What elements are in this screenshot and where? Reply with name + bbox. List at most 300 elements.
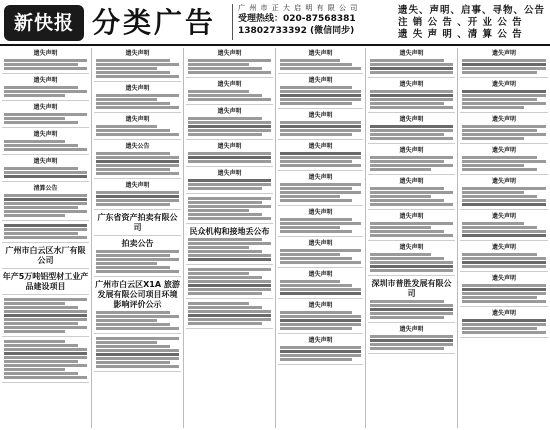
ad-heading: 遗失声明 — [491, 275, 516, 282]
text-line — [188, 272, 249, 275]
ad-heading: 遗失声明 — [33, 158, 58, 165]
text-line — [96, 262, 157, 265]
text-line — [462, 90, 546, 93]
text-line — [462, 59, 546, 62]
text-line — [370, 90, 453, 93]
text-line — [280, 102, 352, 105]
text-line — [4, 148, 87, 151]
text-line — [96, 365, 179, 368]
text-line — [96, 125, 157, 128]
text-line — [280, 152, 361, 155]
text-line — [96, 71, 170, 74]
classified-ad — [94, 143, 181, 179]
text-line — [96, 266, 170, 269]
classified-ad — [186, 81, 273, 105]
text-line — [188, 98, 271, 101]
text-line — [96, 203, 170, 206]
text-line — [370, 71, 453, 74]
text-line — [96, 75, 179, 78]
text-line — [4, 210, 87, 213]
classified-ad — [186, 197, 273, 224]
text-line — [280, 67, 361, 70]
text-line — [188, 314, 271, 317]
text-line — [280, 86, 352, 89]
text-line — [462, 300, 546, 303]
ad-heading: 遗失声明 — [125, 182, 150, 189]
ad-heading: 遗失声明 — [491, 116, 516, 123]
text-line — [462, 71, 537, 74]
text-line — [96, 353, 179, 356]
text-line — [188, 310, 271, 313]
text-line — [280, 284, 352, 287]
text-line — [188, 94, 262, 97]
ad-heading: 遗失声明 — [399, 178, 424, 185]
text-line — [462, 168, 537, 171]
text-line — [370, 67, 453, 70]
text-line — [462, 137, 524, 140]
text-line — [370, 164, 453, 167]
text-line — [188, 288, 271, 291]
text-line — [188, 306, 262, 309]
text-line — [96, 152, 170, 155]
text-line — [462, 234, 546, 237]
classified-ad — [278, 271, 363, 299]
text-line — [4, 310, 87, 313]
text-line — [96, 361, 170, 364]
text-line — [280, 311, 352, 314]
text-line — [188, 292, 262, 295]
classified-ad — [278, 240, 363, 268]
text-line — [4, 344, 78, 347]
ad-heading: 遗失声明 — [399, 50, 424, 57]
text-line — [280, 350, 361, 353]
text-line — [96, 199, 179, 202]
category-line: 注 销 公 告 、开 业 公 告 — [398, 17, 523, 28]
text-line — [280, 164, 361, 167]
text-line — [280, 133, 352, 136]
text-line — [188, 284, 271, 287]
text-line — [280, 90, 361, 93]
text-line — [4, 228, 87, 231]
text-line — [96, 67, 157, 70]
text-line — [280, 218, 352, 221]
page-title: 分类广告 — [92, 6, 217, 39]
text-line — [280, 315, 361, 318]
text-line — [188, 90, 249, 93]
ad-heading: 拍卖公告 — [121, 239, 154, 248]
classified-ad — [186, 50, 273, 78]
text-line — [188, 201, 262, 204]
classified-ad — [460, 50, 548, 78]
text-line — [280, 230, 352, 233]
classified-ad — [186, 227, 273, 265]
text-line — [188, 318, 271, 321]
classified-ad — [186, 302, 273, 329]
text-line — [4, 330, 65, 333]
text-line — [370, 203, 453, 206]
text-line — [4, 236, 87, 239]
classified-ad — [94, 50, 181, 82]
text-line — [4, 67, 87, 70]
text-line — [462, 67, 546, 70]
ad-heading: 遗失声明 — [399, 147, 424, 154]
classified-ad — [460, 244, 548, 272]
text-line — [188, 213, 262, 216]
classified-ad — [368, 279, 455, 323]
text-line — [4, 63, 78, 66]
ad-heading: 遗失声明 — [308, 174, 333, 181]
text-line — [462, 199, 546, 202]
ad-heading: 遗失声明 — [308, 302, 333, 309]
text-line — [280, 222, 361, 225]
text-line — [4, 194, 87, 197]
text-line — [370, 160, 444, 163]
ad-heading: 遗失声明 — [308, 77, 333, 84]
classified-ad — [460, 81, 548, 113]
text-line — [188, 302, 249, 305]
classified-ad — [278, 77, 363, 109]
text-line — [188, 63, 249, 66]
ad-heading: 遗失声明 — [308, 112, 333, 119]
text-line — [4, 302, 65, 305]
category-line: 遗失、声明、启事、寻物、公告 — [398, 5, 546, 16]
text-line — [280, 94, 361, 97]
classified-ad — [94, 239, 181, 277]
classified-ad — [186, 170, 273, 194]
text-line — [96, 337, 179, 340]
text-line — [96, 63, 179, 66]
category-list — [398, 5, 546, 41]
text-line — [462, 191, 524, 194]
ad-heading: 清算公告 — [33, 185, 58, 192]
text-line — [188, 254, 271, 257]
text-line — [370, 137, 453, 140]
classified-ad — [186, 108, 273, 140]
text-line — [96, 250, 179, 253]
ad-heading: 遗失声明 — [125, 116, 150, 123]
text-line — [96, 102, 170, 105]
text-line — [4, 94, 65, 97]
text-line — [280, 253, 340, 256]
newspaper-logo: 新快报 — [4, 5, 84, 41]
text-line — [188, 238, 262, 241]
text-line — [188, 197, 271, 200]
ad-heading: 遗失声明 — [217, 50, 242, 57]
text-line — [462, 222, 524, 225]
classified-ad — [460, 178, 548, 210]
text-line — [4, 372, 78, 375]
text-line — [462, 133, 546, 136]
text-line — [462, 284, 546, 287]
text-line — [96, 133, 179, 136]
text-line — [370, 339, 453, 342]
classified-ad — [2, 50, 89, 74]
text-line — [280, 358, 352, 361]
text-line — [96, 270, 179, 273]
text-line — [370, 125, 453, 128]
classified-ad — [278, 143, 363, 171]
text-line — [188, 152, 271, 155]
text-line — [462, 296, 537, 299]
text-line — [462, 331, 546, 334]
classified-ad — [186, 268, 273, 299]
text-line — [370, 261, 453, 264]
text-line — [96, 323, 170, 326]
text-line — [188, 133, 262, 136]
text-line — [4, 175, 87, 178]
ad-heading: 遗失声明 — [491, 50, 516, 57]
ad-heading: 遗失声明 — [399, 326, 424, 333]
classified-ad — [2, 246, 89, 269]
ad-heading: 遗失声明 — [308, 209, 333, 216]
text-line — [188, 67, 262, 70]
text-line — [4, 202, 87, 205]
text-line — [370, 312, 453, 315]
text-line — [96, 319, 157, 322]
text-line — [188, 183, 271, 186]
ad-heading: 遗失声明 — [491, 178, 516, 185]
text-line — [4, 224, 87, 227]
classified-ad — [278, 337, 363, 365]
text-line — [280, 156, 361, 159]
classified-ad — [460, 116, 548, 144]
text-line — [188, 242, 271, 245]
text-line — [96, 345, 170, 348]
ad-heading: 遗失声明 — [399, 81, 424, 88]
text-line — [280, 160, 352, 163]
classified-ad — [94, 280, 181, 334]
text-line — [280, 191, 361, 194]
text-line — [96, 357, 179, 360]
ad-heading: 广州市白云区X1A 旅游发展有限公司项目环境影响评价公示 — [95, 280, 180, 309]
text-line — [96, 129, 170, 132]
text-line — [96, 311, 170, 314]
ad-column — [276, 48, 366, 428]
text-line — [96, 172, 179, 175]
text-line — [280, 319, 361, 322]
text-line — [462, 323, 546, 326]
text-line — [370, 59, 444, 62]
text-line — [370, 300, 444, 303]
classified-ad — [186, 143, 273, 167]
ad-heading: 遗失声明 — [33, 104, 58, 111]
contact-block — [232, 4, 398, 40]
text-line — [280, 257, 352, 260]
text-line — [188, 160, 271, 163]
classified-ad — [460, 147, 548, 175]
text-line — [96, 98, 157, 101]
text-line — [370, 304, 453, 307]
text-line — [188, 129, 271, 132]
text-line — [4, 368, 65, 371]
text-line — [96, 191, 179, 194]
text-line — [370, 230, 444, 233]
ad-heading: 遗失声明 — [491, 310, 516, 317]
ad-heading: 遗失声明 — [399, 213, 424, 220]
classified-ad — [94, 85, 181, 113]
classified-ad — [2, 104, 89, 128]
category-line: 遗 失 声 明 、清 算 公 告 — [398, 29, 523, 40]
text-line — [96, 164, 179, 167]
text-line — [4, 198, 87, 201]
text-line — [280, 125, 361, 128]
phone-line: 受理热线：020-87568381 — [238, 14, 356, 24]
text-line — [188, 217, 271, 220]
text-line — [4, 140, 65, 143]
text-line — [462, 203, 546, 206]
text-line — [370, 191, 453, 194]
text-line — [4, 86, 78, 89]
classified-ad — [2, 340, 89, 383]
text-line — [462, 230, 546, 233]
ad-heading: 广州市白云区水厂有限公司 — [5, 246, 86, 265]
text-line — [280, 261, 361, 264]
ad-heading: 遗失声明 — [491, 147, 516, 154]
classified-ad — [2, 131, 89, 155]
classified-ad — [2, 298, 89, 337]
text-line — [370, 222, 453, 225]
text-line — [96, 254, 170, 257]
text-line — [280, 346, 361, 349]
classified-ad — [368, 178, 455, 210]
text-line — [462, 94, 546, 97]
text-line — [462, 102, 546, 105]
text-line — [280, 288, 361, 291]
ad-heading: 遗失声明 — [308, 240, 333, 247]
ad-column — [184, 48, 276, 428]
text-line — [4, 340, 65, 343]
text-line — [4, 214, 65, 217]
text-line — [4, 117, 65, 120]
text-line — [4, 171, 87, 174]
text-line — [188, 250, 262, 253]
text-line — [96, 168, 170, 171]
ad-heading: 遗失声明 — [33, 131, 58, 138]
classified-ad — [278, 50, 363, 74]
ad-heading: 年产5万吨铝型材工业产品建设项目 — [2, 272, 89, 291]
text-line — [188, 59, 271, 62]
text-line — [462, 253, 537, 256]
text-line — [370, 265, 453, 268]
text-line — [370, 129, 453, 132]
text-line — [188, 322, 262, 325]
text-line — [4, 144, 78, 147]
text-line — [96, 156, 179, 159]
text-line — [188, 280, 271, 283]
text-line — [188, 187, 262, 190]
ad-heading: 遗失声明 — [308, 337, 333, 344]
text-line — [4, 59, 87, 62]
classified-ad — [2, 158, 89, 182]
text-line — [462, 129, 537, 132]
text-line — [370, 63, 453, 66]
text-line — [4, 364, 87, 367]
text-line — [4, 314, 87, 317]
text-line — [370, 168, 431, 171]
text-line — [280, 59, 340, 62]
text-line — [280, 121, 361, 124]
text-line — [4, 360, 78, 363]
text-line — [462, 288, 546, 291]
text-line — [370, 257, 444, 260]
text-line — [96, 258, 179, 261]
text-line — [370, 226, 431, 229]
text-line — [96, 349, 179, 352]
text-line — [188, 117, 262, 120]
text-line — [188, 156, 271, 159]
text-line — [280, 323, 361, 326]
text-line — [370, 343, 453, 346]
text-line — [4, 167, 78, 170]
text-line — [370, 106, 453, 109]
text-line — [96, 315, 179, 318]
masthead — [0, 0, 550, 44]
text-line — [280, 280, 340, 283]
classified-ad — [94, 337, 181, 372]
text-line — [462, 63, 546, 66]
ad-heading: 遗失声明 — [217, 143, 242, 150]
text-line — [370, 335, 453, 338]
ad-heading: 遗失声明 — [33, 77, 58, 84]
text-line — [280, 327, 352, 330]
classified-ad — [460, 310, 548, 338]
company-name: 广 州 市 正 大 启 明 有 限 公 司 — [238, 4, 359, 12]
ad-heading: 遗失声明 — [33, 50, 58, 57]
classified-ad — [368, 147, 455, 175]
text-line — [370, 102, 444, 105]
text-line — [4, 376, 87, 379]
text-line — [280, 98, 361, 101]
text-line — [280, 292, 361, 295]
text-line — [370, 187, 444, 190]
masthead-rule — [0, 44, 550, 46]
text-line — [370, 199, 444, 202]
classified-ad — [2, 185, 89, 221]
classified-ad — [368, 244, 455, 276]
text-line — [370, 253, 431, 256]
ad-heading: 遗失声明 — [217, 170, 242, 177]
classified-ad — [278, 302, 363, 334]
text-line — [462, 125, 546, 128]
classified-ad — [94, 213, 181, 236]
classified-ad — [460, 213, 548, 241]
text-line — [370, 195, 431, 198]
classified-ad — [94, 116, 181, 140]
text-line — [188, 205, 271, 208]
text-line — [96, 341, 157, 344]
classified-ad — [368, 81, 455, 113]
text-line — [280, 354, 361, 357]
ad-column — [0, 48, 92, 428]
classified-ad — [94, 182, 181, 210]
classified-ad — [368, 50, 455, 78]
text-line — [462, 106, 524, 109]
text-line — [4, 322, 78, 325]
text-line — [4, 318, 87, 321]
text-line — [188, 258, 271, 261]
ad-heading: 民众机构和接地丢公布 — [189, 227, 270, 236]
classified-ad — [278, 174, 363, 206]
text-line — [4, 352, 87, 355]
text-line — [462, 187, 546, 190]
text-line — [4, 232, 78, 235]
text-line — [462, 327, 537, 330]
text-line — [4, 348, 87, 351]
classified-ad — [278, 112, 363, 140]
text-line — [370, 98, 453, 101]
text-line — [4, 306, 78, 309]
text-line — [462, 164, 524, 167]
